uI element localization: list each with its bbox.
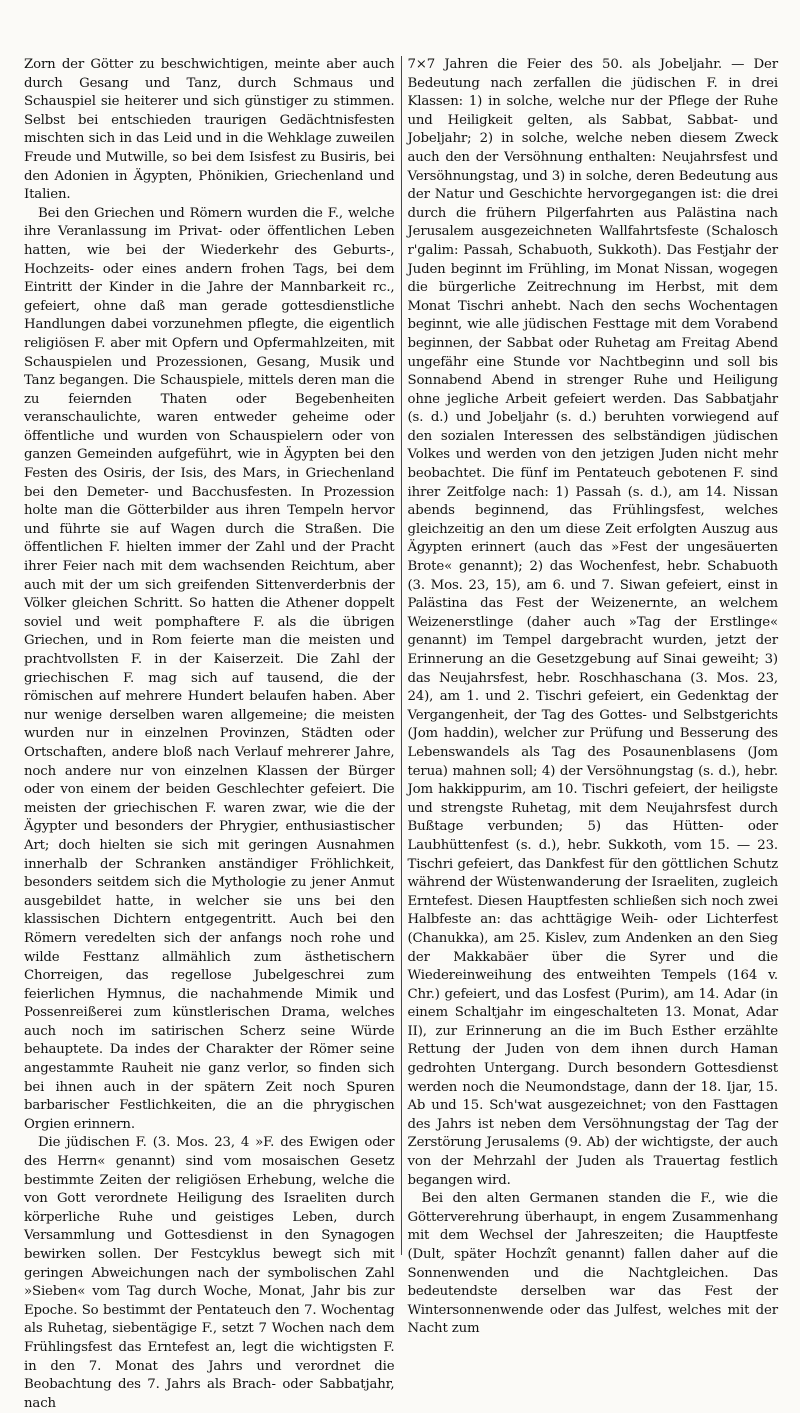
paragraph-right-2: Bei den alten Germanen standen die F., wie die Götterverehrung überhaupt, in engem Zusammenhang mit dem Wechsel der Jahreszeiten; die Hauptfeste (Dult, später Hochzît genannt) fallen daher auf die Sonnenwenden und die Nachtgleichen. Das bedeutendste derselben war das Fest der Wintersonnenwende oder das Julfest, welches mit der Nacht zum	[407, 1191, 778, 1337]
paragraph-left-2: Bei den Griechen und Römern wurden die F., welche ihre Veranlassung im Privat- oder öffentlichen Leben hatten, wie bei der Wiederkehr des Geburts-, Hochzeits- oder eines andern frohen Tags, bei dem Eintritt der Kinder in die Jahre der Mannbarkeit rc., gefeiert, ohne daß man gerade gottesdienstliche Handlungen dabei vorzunehmen pflegte, die eigentlich religiösen F. aber mit Opfern und Opfermahlzeiten, mit Schauspielen und Prozessionen, Gesang, Musik und Tanz begangen. Die Schauspiele, mittels deren man die zu feiernden Thaten oder Begebenheiten veranschaulichte, waren entweder geheime oder öffentliche und wurden von Schauspielern oder von ganzen Gemeinden aufgeführt, wie in Ägypten bei den Festen des Osiris, der Isis, des Mars, in Griechenland bei den Demeter- und Bacchusfesten. In Prozession holte man die Götterbilder aus ihren Tempeln hervor und führte sie auf Wagen durch die Straßen. Die öffentlichen F. hielten immer der Zahl und der Pracht ihrer Feier nach mit dem wachsenden Reichtum, aber auch mit der um sich greifenden Sittenverderbnis der Völker gleichen Schritt. So hatten die Athener doppelt soviel und weit pomphaftere F. als die übrigen Griechen, und in Rom feierte man die meisten und prachtvollsten F. in der Kaiserzeit. Die Zahl der griechischen F. mag sich auf tausend, die der römischen auf mehrere Hundert belaufen haben. Aber nur wenige derselben waren allgemeine; die meisten wurden nur in einzelnen Provinzen, Städten oder Ortschaften, andere bloß nach Verlauf mehrerer Jahre, noch andere nur von einzelnen Klassen der Bürger oder von einem der beiden Geschlechter gefeiert. Die meisten der griechischen F. waren zwar, wie die der Ägypter und besonders der Phrygier, enthusiastischer Art; doch hielten sie sich mit geringen Ausnahmen innerhalb der Schranken anständiger Fröhlichkeit, besonders seitdem sich die Mythologie zu jener Anmut ausgebildet hatte, in welcher sie uns bei den klassischen Dichtern entgegentritt. Auch bei den Römern veredelten sich der anfangs noch rohe und wilde Festtanz allmählich zum ästhetischern Chorreigen, das regellose Jubelgeschrei zum feierlichen Hymnus, die nachahmende Mimik und Possenreißerei zum künstlerischen Drama, welches auch noch im satirischen Scherz seine Würde behauptete. Da indes der Charakter der Römer seine angestammte Rauheit nie ganz verlor, so finden sich bei ihnen auch in der spätern Zeit noch Spuren barbarischer Festlichkeiten, die an die phrygischen Orgien erinnern.	[24, 205, 395, 1132]
right-column	[407, 56, 778, 1337]
left-column	[24, 56, 395, 1411]
column-divider	[401, 56, 402, 1255]
paragraph-left-3: Die jüdischen F. (3. Mos. 23, 4 »F. des Ewigen oder des Herrn« genannt) sind vom mosaischen Gesetz bestimmte Zeiten der religiösen Erhebung, welche die von Gott verordnete Heiligung des Israeliten durch körperliche Ruhe und geistiges Leben, durch Versammlung und Gottesdienst in den Synagogen bewirken sollen. Der Festcyklus bewegt sich mit geringen Abweichungen nach der symbolischen Zahl »Sieben« vom Tag durch Woche, Monat, Jahr bis zur Epoche. So bestimmt der Pentateuch den 7. Wochentag als Ruhetag, siebentägige F., setzt 7 Wochen nach dem Frühlingsfest das Erntefest an, legt die wichtigsten F. in den 7. Monat des Jahrs und verordnet die Beobachtung des 7. Jahrs als Brach- oder Sabbatjahr, nach	[24, 1135, 395, 1411]
paragraph-right-1: 7×7 Jahren die Feier des 50. als Jobeljahr. — Der Bedeutung nach zerfallen die jüdischen F. in drei Klassen: 1) in solche, welche nur der Pflege der Ruhe und Heiligkeit gelten, als Sabbat, Sabbat- und Jobeljahr; 2) in solche, welche neben diesem Zweck auch den der Versöhnung enthalten: Neujahrsfest und Versöhnungstag, und 3) in solche, deren Bedeutung aus der Natur und Geschichte hervorgegangen ist: die drei durch die frühern Pilgerfahrten aus Palästina nach Jerusalem ausgezeichneten Wallfahrtsfeste (Schalosch r'galim: Passah, Schabuoth, Sukkoth). Das Festjahr der Juden beginnt im Frühling, im Monat Nissan, wogegen die bürgerliche Zeitrechnung im Herbst, mit dem Monat Tischri anhebt. Nach den sechs Wochentagen beginnt, wie alle jüdischen Festtage mit dem Vorabend beginnen, der Sabbat oder Ruhetag am Freitag Abend ungefähr eine Stunde vor Nachtbeginn und soll bis Sonnabend Abend in strenger Ruhe und Heiligung ohne jegliche Arbeit gefeiert werden. Das Sabbatjahr (s. d.) und Jobeljahr (s. d.) beruhten vorwiegend auf den sozialen Interessen des selbständigen jüdischen Volkes und werden von den jetzigen Juden nicht mehr beobachtet. Die fünf im Pentateuch gebotenen F. sind ihrer Zeitfolge nach: 1) Passah (s. d.), am 14. Nissan abends beginnend, das Frühlingsfest, welches gleichzeitig an den um diese Zeit erfolgten Auszug aus Ägypten erinnert (auch das »Fest der ungesäuerten Brote« genannt); 2) das Wochenfest, hebr. Schabuoth (3. Mos. 23, 15), am 6. und 7. Siwan gefeiert, einst in Palästina das Fest der Weizenernte, an welchem Weizenerstlinge (daher auch »Tag der Erstlinge« genannt) im Tempel dargebracht wurden, jetzt der Erinnerung an die Gesetzgebung auf Sinai geweiht; 3) das Neujahrsfest, hebr. Roschhaschana (3. Mos. 23, 24), am 1. und 2. Tischri gefeiert, ein Gedenktag der Vergangenheit, der Tag des Gottes- und Selbstgerichts (Jom haddin), welcher zur Prüfung und Besserung des Lebenswandels als Tag des Posaunenblasens (Jom terua) mahnen soll; 4) der Versöhnungstag (s. d.), hebr. Jom hakkippurim, am 10. Tischri gefeiert, der heiligste und strengste Ruhetag, mit dem Neujahrsfest durch Bußtage verbunden; 5) das Hütten- oder Laubhüttenfest (s. d.), hebr. Sukkoth, vom 15. — 23. Tischri gefeiert, das Dankfest für den göttlichen Schutz während der Wüstenwanderung der Israeliten, zugleich Erntefest. Diesen Hauptfesten schließen sich noch zwei Halbfeste an: das achttägige Weih- oder Lichterfest (Chanukka), am 25. Kislev, zum Andenken an den Sieg der Makkabäer über die Syrer und die Wiedereinweihung des entweihten Tempels (164 v. Chr.) gefeiert, und das Losfest (Purim), am 14. Adar (in einem Schaltjahr im eingeschalteten 13. Monat, Adar II), zur Erinnerung an die im Buch Esther erzählte Rettung der Juden von dem ihnen durch Haman gedrohten Untergang. Durch besondern Gottesdienst werden noch die Neumondstage, dann der 18. Ijar, 15. Ab und 15. Sch'wat ausgezeichnet; von den Fasttagen des Jahrs ist neben dem Versöhnungstag der Tag der Zerstörung Jerusalems (9. Ab) der wichtigste, der auch von der Mehrzahl der Juden als Trauertag festlich begangen wird.	[407, 57, 778, 1188]
paragraph-left-1: Zorn der Götter zu beschwichtigen, meinte aber auch durch Gesang und Tanz, durch Schmaus und Schauspiel sie heiterer und sich günstiger zu stimmen. Selbst bei entschieden traurigen Gedächtnisfesten mischten sich in das Leid und in die Wehklage zuweilen Freude und Mutwille, so bei dem Isisfest zu Busiris, bei den Adonien in Ägypten, Phönikien, Griechenland und Italien.	[24, 57, 395, 203]
text-columns	[24, 56, 778, 1411]
